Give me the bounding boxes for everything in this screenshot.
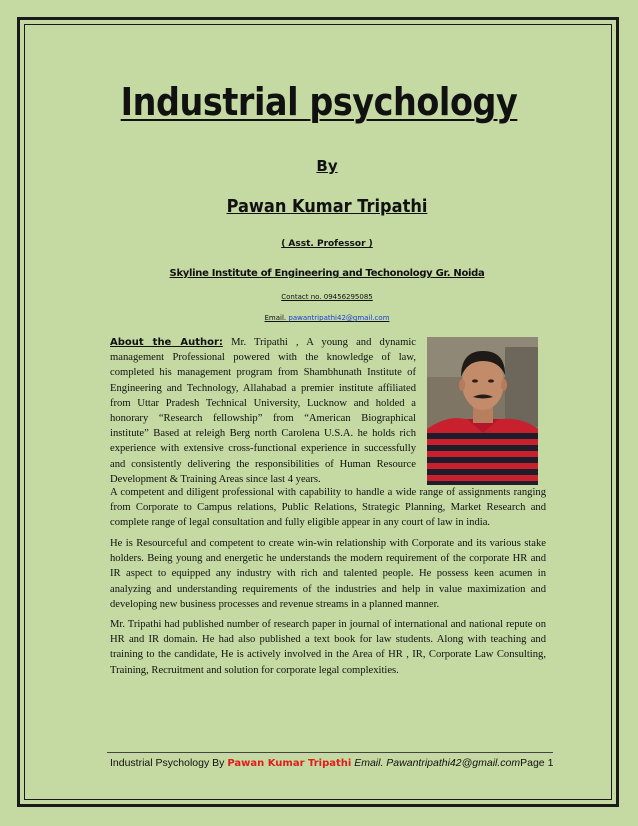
email-link[interactable]: pawantripathi42@gmail.com [288,314,390,322]
email-label: Email. [264,314,287,322]
paragraph-1: A competent and diligent professional with capability to handle a wide range of assignments ranging from Corporate to Campus relations, Public Relations, Strategic Planning, Market Research and complete range of legal consultation and fully eligible appear in any court of law in india. [110,487,546,529]
author-photo [427,337,538,485]
footer-rule [107,752,553,753]
footer-email: Email. Pawantripathi42@gmail.com [354,757,521,769]
footer-author: Pawan Kumar Tripathi [227,758,352,769]
by-line: By [316,157,338,175]
footer-page-number: Page 1 [520,757,554,769]
about-heading: About the Author: [110,337,223,348]
footer-prefix: Industrial Psychology By [110,757,225,769]
email-line [8,314,638,322]
author-photo-image [427,337,538,485]
contact-number: Contact no. 09456295085 [281,293,373,301]
paragraph-3: Mr. Tripathi had published number of research paper in journal of international and national repute on HR and IR domain. He had also published a text book for law students. Along with teaching and training to the candidate, He is actively involved in the Area of HR , IR, Corporate Law Consulting, Training, Recruitment and solution for corporate legal complexities. [110,619,546,676]
page-footer [110,757,554,769]
about-author-section [110,335,416,487]
about-text: Mr. Tripathi , A young and dynamic management Professional powered with the knowledge of law, completed his management program from Shambhunath Institute of Engineering and Technology, Allahabad a premier institute affiliated from Uttar Pradesh Technical University, Lucknow and holded a honorary “Research fellowship” from “American Biographical institute” Based at releigh Berg north Carolena U.S.A. he holds rich experience with extensive cross-functional experience in successfully and consistently delivering the responsibilities of Human Resource Development & Training Areas since last 4 years. [110,337,417,485]
institute-name: Skyline Institute of Engineering and Techonology Gr. Noida [169,268,485,279]
paragraph-2: He is Resourceful and competent to create win-win relationship with Corporate and its various stake holders. Being young and energetic he understands the modern requirement of the corporate HR and IR aspect to equipped any industry with rich and talented people. He possess keen acumen in analyzing and understanding requirements of the industries and help in value maximization and developing new business processes and revenue streams in a planned manner. [110,538,546,610]
author-name: Pawan Kumar Tripathi [226,196,428,217]
author-role: ( Asst. Professor ) [281,239,373,249]
document-title: Industrial psychology [120,80,518,124]
